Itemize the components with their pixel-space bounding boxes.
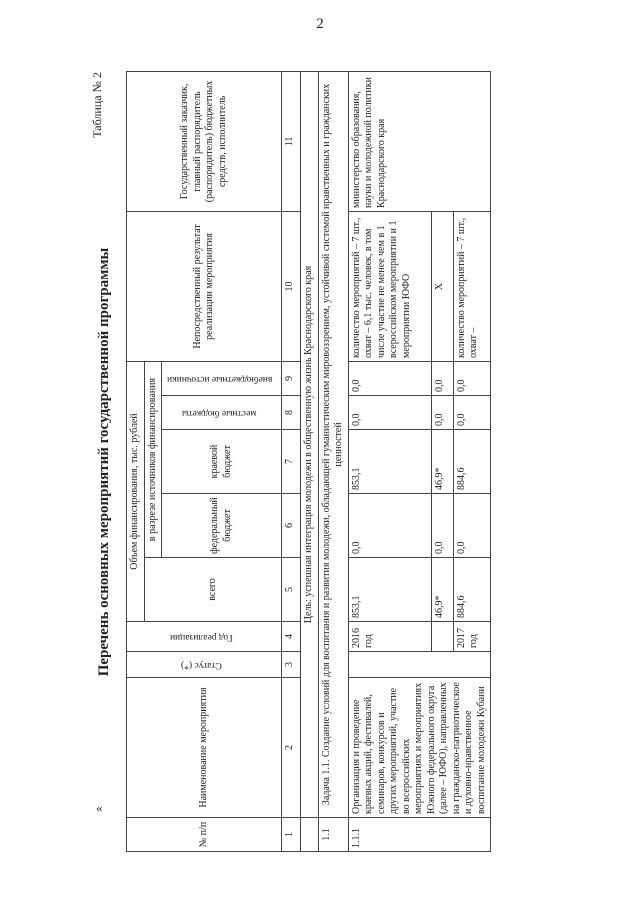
item-local: 0,0 <box>348 396 432 430</box>
header-status-cell <box>127 652 282 678</box>
item-name: Организация и проведение краевых акций, фестивалей, семинаров, конкурсов и других мероприятий, участие во всероссийских мероприятиях и мероприятиях Южного федерального округа (далее – ЮФО), направленных на гражданско-патриотическое и духовно-нравственное воспитание молодежи Кубани <box>348 678 491 818</box>
document-title: Перечень основных мероприятий государственной программы <box>96 247 112 677</box>
item-customer: министерство образования, науки и молодежной политики Краснодарского края <box>348 71 491 211</box>
item-total: 853,1 <box>348 558 432 622</box>
colnum: 1 <box>282 818 301 852</box>
item-extra: 0,0 <box>348 361 432 395</box>
header-by-source: в разрезе источников финансирования <box>144 361 162 557</box>
measures-table <box>126 71 491 852</box>
colnum: 11 <box>282 71 301 211</box>
item-federal: 0,0 <box>432 494 454 558</box>
header-row-1 <box>127 71 145 851</box>
header-local-cell <box>162 396 282 430</box>
item-total: 46,9* <box>432 558 454 622</box>
column-number-row <box>282 71 301 851</box>
item-regional: 853,1 <box>348 430 432 494</box>
quote-mark: « <box>96 800 103 815</box>
header-local: местные бюджеты <box>182 408 257 419</box>
colnum: 5 <box>282 558 301 622</box>
item-year <box>432 622 454 652</box>
item-extra: 0,0 <box>453 361 490 395</box>
item-result: количество мероприятий – 7 шт., охват – <box>453 211 490 361</box>
goal-text: Цель: успешная интеграция молодежи в общественную жизнь Краснодарского края <box>301 71 319 817</box>
item-regional: 46,9* <box>432 430 454 494</box>
header-customer: Государственный заказчик, главный распорядитель (распорядитель) бюджетных средств, исполнитель <box>127 71 282 211</box>
header-extra: внебюджетные источники <box>166 374 272 385</box>
colnum: 4 <box>282 622 301 652</box>
item-num: 1.1.1 <box>348 818 491 852</box>
header-total: всего <box>144 558 282 622</box>
item-result: X <box>432 211 454 361</box>
item-year: 2016 год <box>348 622 432 652</box>
table-row <box>348 71 432 851</box>
page-number: 2 <box>316 16 324 32</box>
task-row <box>318 71 348 851</box>
task-text: Задача 1.1. Создание условий для воспитания и развития молодежи, обладающей гуманистическим мировоззрением, устойчивой системой нравственных и гражданских ценностей <box>318 71 348 817</box>
goal-num-cell <box>301 818 319 852</box>
item-federal: 0,0 <box>453 494 490 558</box>
rotated-page <box>92 72 640 852</box>
header-year-cell <box>127 622 282 652</box>
colnum: 7 <box>282 430 301 494</box>
item-total: 884,6 <box>453 558 490 622</box>
item-local: 0,0 <box>453 396 490 430</box>
colnum: 8 <box>282 396 301 430</box>
header-federal: федеральный бюджет <box>162 494 282 558</box>
header-year: Год реализации <box>170 632 234 643</box>
item-local: 0,0 <box>432 396 454 430</box>
item-year: 2017 год <box>453 622 490 652</box>
table-number: Таблица № 2 <box>90 72 104 138</box>
colnum: 6 <box>282 494 301 558</box>
header-result: Непосредственный результат реализации мероприятия <box>127 211 282 361</box>
header-extra-cell <box>162 361 282 395</box>
header-name: Наименование мероприятия <box>127 678 282 818</box>
colnum: 3 <box>282 652 301 678</box>
colnum: 9 <box>282 361 301 395</box>
header-status: Статус (*) <box>181 660 223 671</box>
header-funding: Объем финансирования, тыс. рублей <box>127 361 145 621</box>
header-num: № п/п <box>127 818 282 852</box>
header-regional: краевой бюджет <box>162 430 282 494</box>
task-num: 1.1 <box>318 818 348 852</box>
goal-row <box>301 71 319 851</box>
item-status <box>348 652 491 678</box>
item-result: количество мероприятий – 7 шт., охват – 6,1 тыс. человек, в том числе участие не менее чем в 1 всероссийском мероприятии и 1 мероприятии ЮФО <box>348 211 432 361</box>
item-regional: 884,6 <box>453 430 490 494</box>
colnum: 2 <box>282 678 301 818</box>
colnum: 10 <box>282 211 301 361</box>
item-federal: 0,0 <box>348 494 432 558</box>
item-extra: 0,0 <box>432 361 454 395</box>
